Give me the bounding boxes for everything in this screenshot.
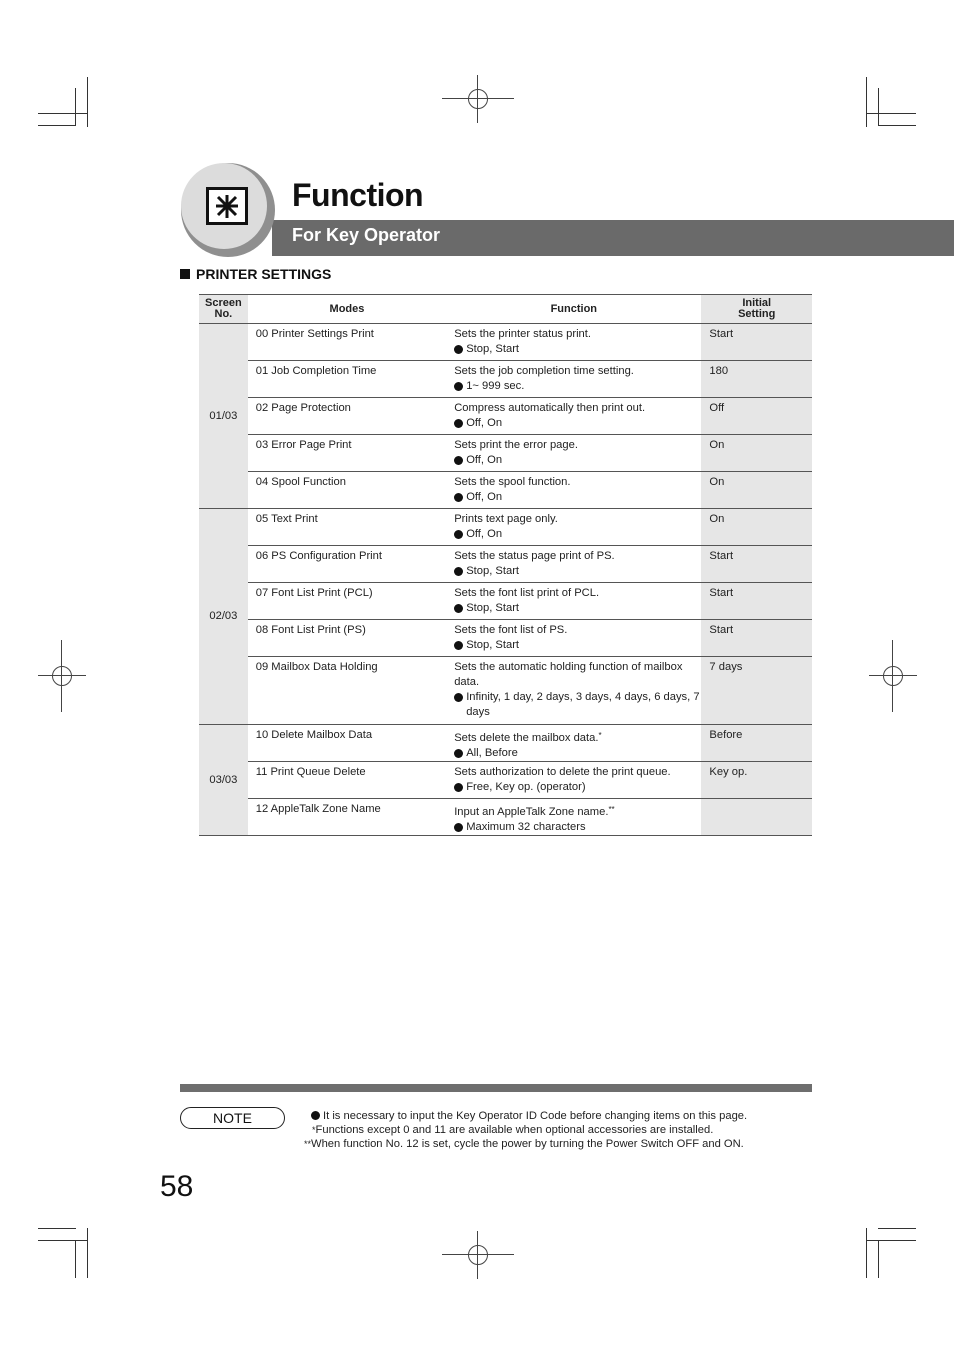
- function-cell: Sets print the error page. Off, On: [446, 435, 701, 472]
- header-initial-setting: Initial Setting: [701, 295, 812, 324]
- header-screen-no: Screen No.: [199, 295, 248, 324]
- function-cell: Sets the automatic holding function of mailbox data. Infinity, 1 day, 2 days, 3 days, 4 days, 6 days, 7 days: [446, 657, 701, 725]
- table-row: [199, 657, 812, 725]
- function-cell: Sets the job completion time setting. 1~ 999 sec.: [446, 361, 701, 398]
- bullet-icon: [454, 456, 463, 465]
- table-row: [199, 725, 812, 762]
- crop-mark: [38, 113, 88, 114]
- note-line: **When function No. 12 is set, cycle the power by turning the Power Switch OFF and ON.: [304, 1138, 744, 1150]
- initial-setting-cell: Off: [701, 398, 812, 435]
- bullet-icon: [454, 641, 463, 650]
- initial-setting-cell: [701, 799, 812, 836]
- table-row: [199, 435, 812, 472]
- crop-mark: [878, 88, 879, 126]
- crop-mark: [878, 1228, 916, 1229]
- note-badge: NOTE: [180, 1107, 285, 1129]
- table-row: [199, 799, 812, 836]
- crop-mark: [38, 1228, 76, 1229]
- initial-setting-cell: 180: [701, 361, 812, 398]
- bullet-icon: [454, 382, 463, 391]
- table-row: [199, 324, 812, 361]
- bullet-icon: [454, 783, 463, 792]
- initial-setting-cell: Before: [701, 725, 812, 762]
- section-heading: [180, 266, 331, 282]
- bullet-icon: [454, 567, 463, 576]
- fax-star-icon: [206, 187, 248, 225]
- function-cell: Sets the printer status print. Stop, Start: [446, 324, 701, 361]
- bullet-icon: [454, 604, 463, 613]
- initial-setting-cell: Start: [701, 620, 812, 657]
- bullet-icon: [454, 419, 463, 428]
- function-cell: Sets the font list of PS. Stop, Start: [446, 620, 701, 657]
- table-row: [199, 620, 812, 657]
- crop-mark: [866, 1240, 916, 1241]
- registration-mark-icon: [44, 658, 80, 694]
- mode-cell: 02 Page Protection: [248, 398, 446, 435]
- table-row: [199, 398, 812, 435]
- function-cell: Prints text page only. Off, On: [446, 509, 701, 546]
- registration-mark-icon: [875, 658, 911, 694]
- page-subtitle: For Key Operator: [292, 225, 441, 245]
- mode-cell: 01 Job Completion Time: [248, 361, 446, 398]
- table-row: [199, 472, 812, 509]
- header-function: Function: [446, 295, 701, 324]
- mode-cell: 05 Text Print: [248, 509, 446, 546]
- registration-mark-icon: [460, 1237, 496, 1273]
- crop-mark: [866, 113, 916, 114]
- mode-cell: 11 Print Queue Delete: [248, 762, 446, 799]
- mode-cell: 10 Delete Mailbox Data: [248, 725, 446, 762]
- bullet-icon: [454, 823, 463, 832]
- table-row: [199, 509, 812, 546]
- mode-cell: 12 AppleTalk Zone Name: [248, 799, 446, 836]
- mode-cell: 00 Printer Settings Print: [248, 324, 446, 361]
- initial-setting-cell: On: [701, 472, 812, 509]
- function-cell: Compress automatically then print out. Off, On: [446, 398, 701, 435]
- initial-setting-cell: On: [701, 435, 812, 472]
- screen-no-cell: 01/03: [199, 324, 248, 509]
- mode-cell: 09 Mailbox Data Holding: [248, 657, 446, 725]
- function-cell: Sets delete the mailbox data.* All, Before: [446, 725, 701, 762]
- crop-mark: [878, 125, 916, 126]
- crop-mark: [75, 1240, 76, 1278]
- mode-cell: 06 PS Configuration Print: [248, 546, 446, 583]
- function-cell: Sets the spool function. Off, On: [446, 472, 701, 509]
- crop-mark: [878, 1240, 879, 1278]
- initial-setting-cell: On: [701, 509, 812, 546]
- function-cell: Sets the font list print of PCL. Stop, Start: [446, 583, 701, 620]
- table-header-row: [199, 295, 812, 324]
- bullet-icon: [454, 693, 463, 702]
- page-title: Function: [292, 177, 424, 213]
- bullet-icon: [454, 749, 463, 758]
- mode-cell: 08 Font List Print (PS): [248, 620, 446, 657]
- function-cell: Sets the status page print of PS. Stop, Start: [446, 546, 701, 583]
- initial-setting-cell: Start: [701, 324, 812, 361]
- mode-cell: 04 Spool Function: [248, 472, 446, 509]
- table-row: [199, 361, 812, 398]
- table-row: [199, 546, 812, 583]
- bullet-icon: [454, 530, 463, 539]
- screen-no-cell: 02/03: [199, 509, 248, 725]
- bullet-icon: [311, 1111, 320, 1120]
- square-bullet-icon: [180, 269, 190, 279]
- note-text: [304, 1109, 747, 1151]
- section-heading-text: PRINTER SETTINGS: [196, 266, 332, 282]
- note-line: *Functions except 0 and 11 are available when optional accessories are installed.: [312, 1124, 714, 1136]
- table-row: [199, 762, 812, 799]
- initial-setting-cell: 7 days: [701, 657, 812, 725]
- screen-no-cell: 03/03: [199, 725, 248, 836]
- table-row: [199, 583, 812, 620]
- printer-settings-table: [199, 294, 812, 836]
- crop-mark: [75, 88, 76, 126]
- bullet-icon: [454, 345, 463, 354]
- crop-mark: [87, 1228, 88, 1278]
- mode-cell: 07 Font List Print (PCL): [248, 583, 446, 620]
- initial-setting-cell: Key op.: [701, 762, 812, 799]
- crop-mark: [866, 1228, 867, 1278]
- footer-divider: [180, 1084, 812, 1092]
- crop-mark: [38, 125, 76, 126]
- crop-mark: [866, 77, 867, 127]
- page-number: 58: [160, 1170, 194, 1203]
- function-cell: Input an AppleTalk Zone name.** Maximum 32 characters: [446, 799, 701, 836]
- function-cell: Sets authorization to delete the print queue. Free, Key op. (operator): [446, 762, 701, 799]
- registration-mark-icon: [460, 81, 496, 117]
- crop-mark: [87, 77, 88, 127]
- crop-mark: [38, 1240, 88, 1241]
- initial-setting-cell: Start: [701, 583, 812, 620]
- note-line: It is necessary to input the Key Operator ID Code before changing items on this page.: [304, 1109, 747, 1123]
- initial-setting-cell: Start: [701, 546, 812, 583]
- bullet-icon: [454, 493, 463, 502]
- mode-cell: 03 Error Page Print: [248, 435, 446, 472]
- header-modes: Modes: [248, 295, 446, 324]
